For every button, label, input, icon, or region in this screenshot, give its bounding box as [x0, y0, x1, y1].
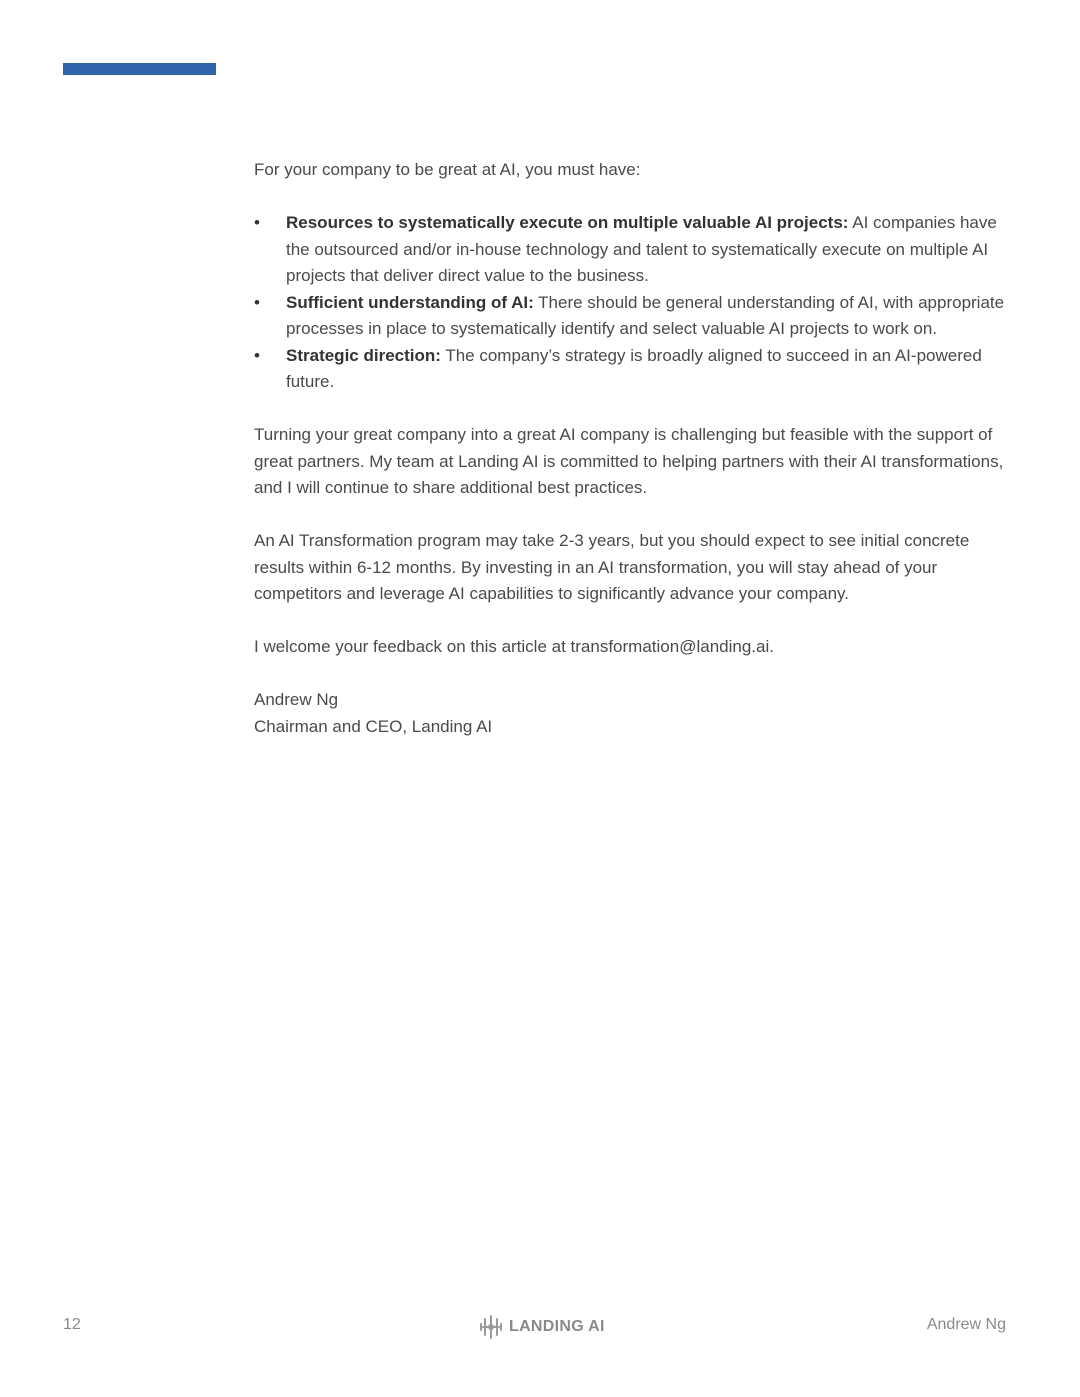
list-item-heading: Sufficient understanding of AI:	[286, 292, 534, 312]
landing-ai-logo-icon	[479, 1314, 503, 1340]
feedback-paragraph: I welcome your feedback on this article at transformation@landing.ai.	[254, 637, 774, 656]
list-item	[254, 290, 1024, 343]
signature-block	[254, 687, 1024, 740]
list-item-text: The company’s strategy is broadly aligned to succeed in an AI-powered future.	[286, 345, 982, 391]
list-item-text: AI companies have the outsourced and/or in-house technology and talent to systematically execute on multiple AI projects that deliver direct value to the business.	[286, 213, 997, 285]
list-item	[254, 343, 1024, 396]
landing-ai-logo	[479, 1314, 605, 1340]
signature-title: Chairman and CEO, Landing AI	[254, 716, 493, 736]
logo-text: LANDING AI	[509, 1318, 605, 1335]
page-number: 12	[63, 1316, 81, 1333]
signature-name: Andrew Ng	[254, 690, 339, 709]
intro-paragraph: For your company to be great at AI, you must have:	[254, 160, 641, 179]
body-paragraph: An AI Transformation program may take 2-3 years, but you should expect to see initial concrete results within 6-12 months. By investing in an AI transformation, you will stay ahead of your competitors and leverage AI capabilities to significantly advance your company.	[254, 531, 970, 603]
header-accent-bar	[63, 63, 216, 75]
list-item-text: There should be general understanding of AI, with appropriate processes in place to systematically identify and select valuable AI projects to work on.	[286, 292, 1005, 338]
footer-author: Andrew Ng	[926, 1316, 1006, 1333]
bullet-icon: •	[254, 345, 260, 365]
page-footer	[0, 1314, 1080, 1342]
bullet-icon: •	[254, 292, 260, 312]
document-body	[254, 157, 1024, 740]
list-item-heading: Strategic direction:	[286, 345, 441, 365]
bullet-icon: •	[254, 213, 260, 232]
list-item-heading: Resources to systematically execute on multiple valuable AI projects:	[286, 213, 849, 232]
requirements-list	[254, 210, 1024, 396]
list-item	[254, 210, 1024, 290]
body-paragraph: Turning your great company into a great AI company is challenging but feasible with the support of great partners. My team at Landing AI is committed to helping partners with their AI transformations, and I will continue to share additional best practices.	[254, 425, 1004, 497]
